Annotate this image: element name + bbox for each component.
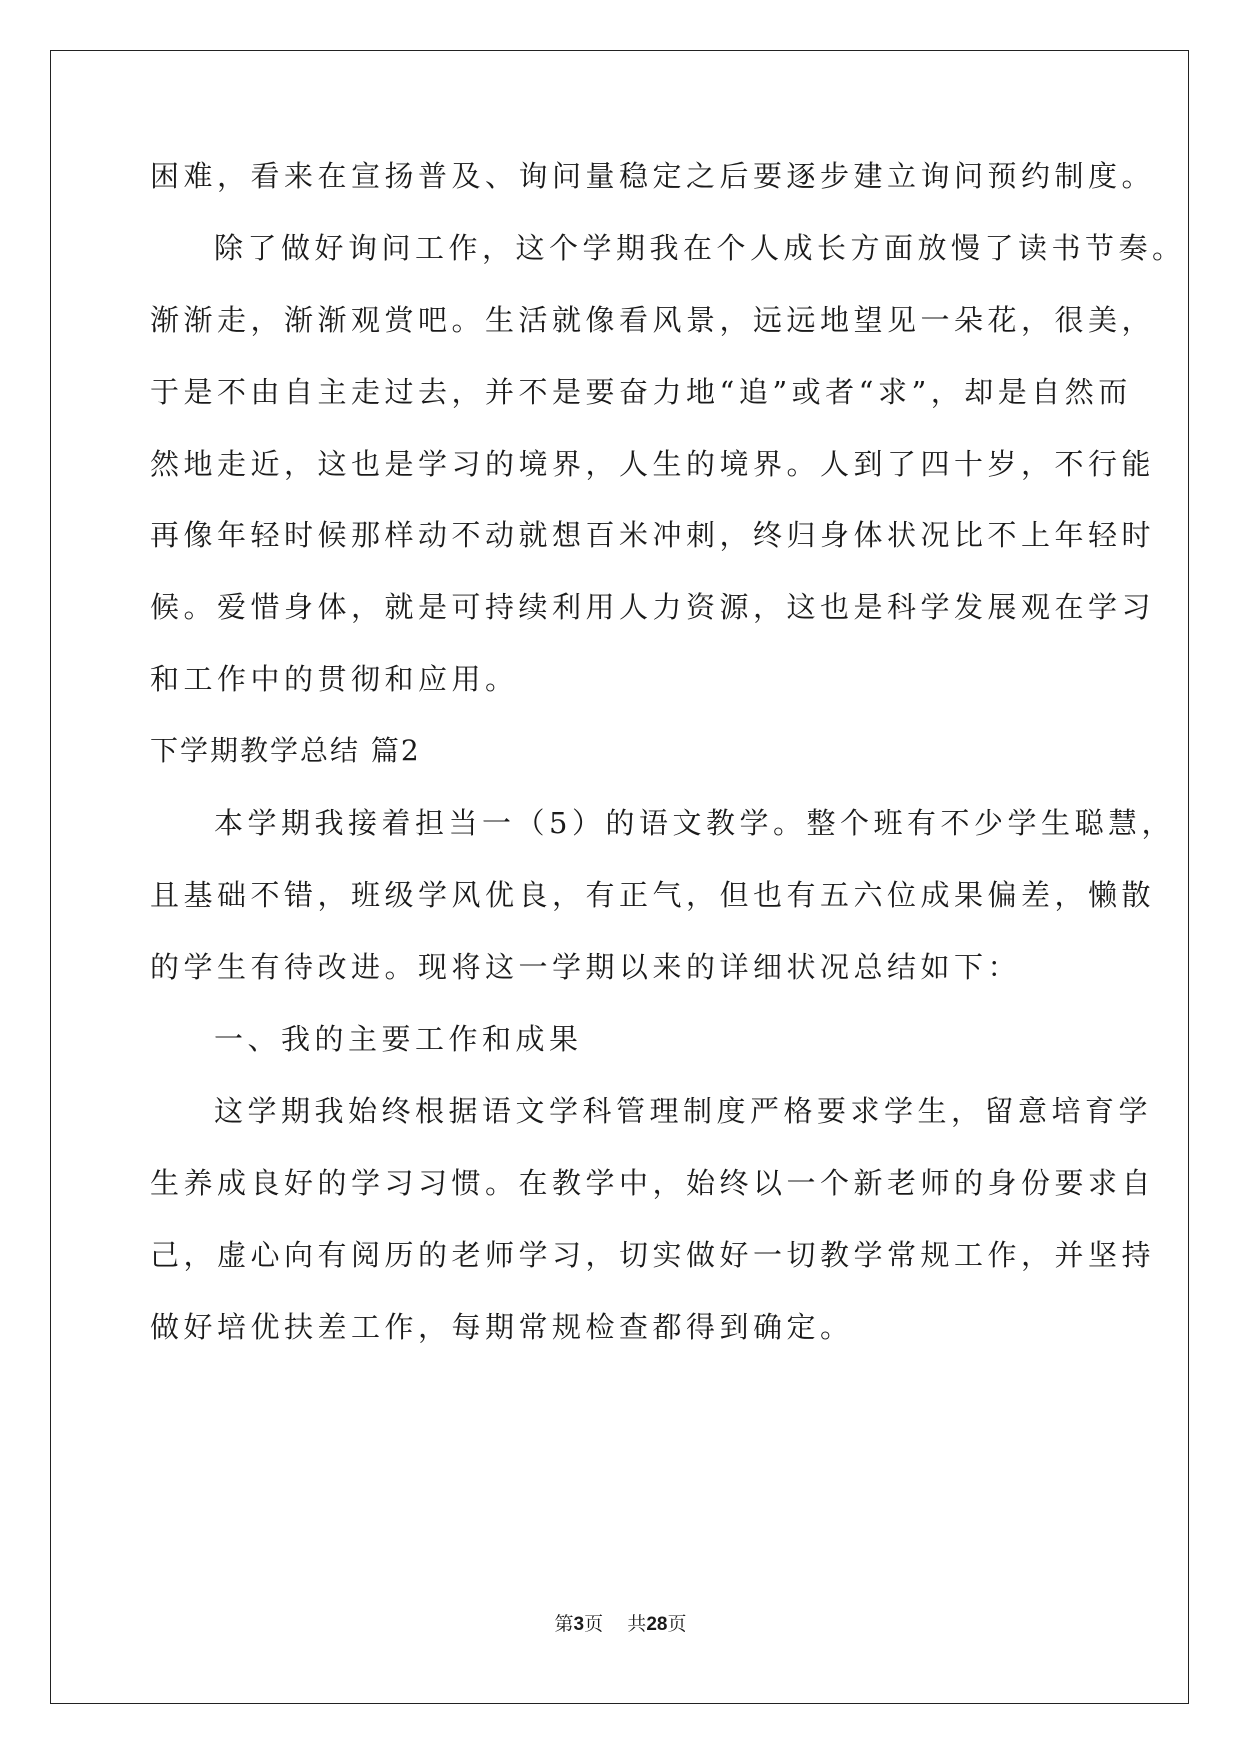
body-line: 己，虚心向有阅历的老师学习，切实做好一切教学常规工作，并坚持 bbox=[150, 1238, 1156, 1272]
body-line: 的学生有待改进。现将这一学期以来的详细状况总结如下： bbox=[150, 950, 1022, 984]
footer-prefix: 第 bbox=[554, 1613, 574, 1635]
body-line: 生养成良好的学习习惯。在教学中，始终以一个新老师的身份要求自 bbox=[150, 1166, 1156, 1200]
body-line: 于是不由自主走过去，并不是要奋力地“追”或者“求”，却是自然而 bbox=[150, 375, 1132, 409]
footer-page-number: 3 bbox=[573, 1614, 585, 1635]
footer-total-pages: 28 bbox=[646, 1614, 668, 1635]
body-line: 再像年轻时候那样动不动就想百米冲刺，终归身体状况比不上年轻时 bbox=[150, 518, 1156, 552]
body-line: 然地走近，这也是学习的境界，人生的境界。人到了四十岁，不行能 bbox=[150, 447, 1156, 481]
body-line: 渐渐走，渐渐观赏吧。生活就像看风景，远远地望见一朵花，很美， bbox=[150, 303, 1156, 337]
body-line: 困难，看来在宣扬普及、询问量稳定之后要逐步建立询问预约制度。 bbox=[150, 159, 1156, 193]
body-line: 做好培优扶差工作，每期常规检查都得到确定。 bbox=[150, 1310, 854, 1344]
subheading: 一、我的主要工作和成果 bbox=[214, 1022, 583, 1056]
footer-page-unit: 页 bbox=[584, 1613, 604, 1635]
section-heading: 下学期教学总结 篇2 bbox=[150, 734, 421, 767]
paragraph-first-line: 除了做好询问工作，这个学期我在个人成长方面放慢了读书节奏。 bbox=[214, 231, 1186, 265]
body-line: 和工作中的贯彻和应用。 bbox=[150, 662, 519, 696]
paragraph-first-line: 这学期我始终根据语文学科管理制度严格要求学生，留意培育学 bbox=[214, 1094, 1153, 1128]
body-line: 且基础不错，班级学风优良，有正气，但也有五六位成果偏差，懒散 bbox=[150, 878, 1156, 912]
footer-total-prefix: 共 bbox=[627, 1613, 647, 1635]
page-footer bbox=[0, 1612, 1241, 1637]
footer-total-unit: 页 bbox=[667, 1613, 687, 1635]
paragraph-first-line: 本学期我接着担当一（5）的语文教学。整个班有不少学生聪慧， bbox=[214, 806, 1175, 840]
body-line: 候。爱惜身体，就是可持续利用人力资源，这也是科学发展观在学习 bbox=[150, 590, 1156, 624]
